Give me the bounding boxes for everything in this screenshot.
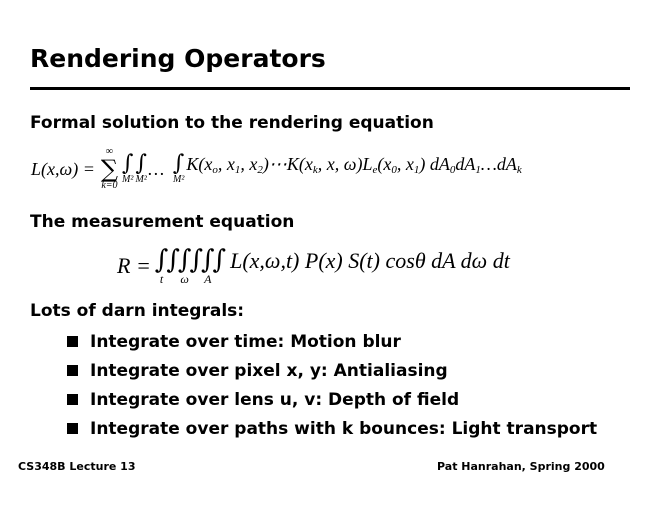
eq1-sum-upper: ∞ [105,146,113,157]
eq1-term: , x [396,153,414,174]
eq1-term: , x [240,153,258,174]
eq1-integral-3 [173,153,184,185]
bullet-square-icon [67,336,78,347]
footer-lecture: CS348B Lecture 13 [18,460,136,473]
eq1-lhs: L(x,ω) = [31,159,95,179]
bullet-text: Integrate over lens u, v: Depth of field [90,389,460,410]
eq2-integrand: L(x,ω,t) P(x) S(t) cosθ dA dω dt [230,248,510,273]
eq1-term: dA [455,153,476,174]
eq1-term: K(x [186,153,213,174]
eq1-subscript: 1 [475,163,481,176]
eq2-limit-w: ω [180,272,189,286]
eq1-term: …dA [480,153,517,174]
eq1-term: (x [377,153,392,174]
integral-icon: ∫ [172,151,185,176]
eq1-summation [101,147,118,191]
eq1-term: , x, ω)L [317,153,373,174]
section-heading-formal-solution: Formal solution to the rendering equation [30,113,434,133]
eq1-integral-2 [135,153,146,185]
eq1-term: , x [217,153,235,174]
integral-icon: ∫ [121,151,134,176]
sigma-icon: ∑ [100,155,118,183]
eq1-integral-3-lower: M² [172,174,185,185]
list-item [67,327,597,356]
eq2-lhs: R = [117,253,151,278]
measurement-equation [117,247,510,285]
slide-title: Rendering Operators [30,44,326,73]
integral-icon: ∫ [212,245,227,275]
eq1-subscript: 1 [234,163,241,176]
eq1-sum-lower: k=0 [101,180,118,191]
list-item [67,414,597,443]
eq1-subscript: 1 [413,163,420,176]
integral-icon: ∫ [154,245,169,275]
bullet-square-icon [67,423,78,434]
eq1-subscript: 0 [449,163,456,176]
eq1-term: ) dA [419,153,450,174]
footer-author: Pat Hanrahan, Spring 2000 [437,460,605,473]
bullet-square-icon [67,394,78,405]
rendering-equation-solution [31,147,522,191]
eq1-subscript: 2 [257,163,263,176]
eq1-integrand [186,155,521,176]
integral-icon: ∫ [177,245,192,275]
eq1-dots: … [146,159,165,179]
eq2-limit-A: A [204,272,212,286]
list-item [67,356,597,385]
integral-icon: ∫ [189,245,203,275]
bullet-text: Integrate over time: Motion blur [90,331,401,352]
eq1-subscript: k [516,163,522,176]
section-heading-measurement: The measurement equation [30,212,295,232]
section-heading-integrals: Lots of darn integrals: [30,301,245,321]
eq2-limit-t: t [159,272,164,286]
integral-icon: ∫ [135,151,147,176]
list-item [67,385,597,414]
eq1-integral-2-lower: M² [135,174,147,185]
eq1-subscript: e [372,163,378,176]
bullet-text: Integrate over pixel x, y: Antialiasing [90,360,448,381]
eq1-integral-1 [122,153,133,185]
eq1-integral-1-lower: M² [122,174,134,185]
integral-icon: ∫ [166,245,180,275]
title-divider [30,87,630,90]
eq1-subscript: o [212,163,218,176]
eq1-subscript: k [312,163,318,176]
eq2-integral-3 [213,247,227,285]
bullet-text: Integrate over paths with k bounces: Light transport [90,418,598,439]
eq1-term: )⋯K(x [262,153,313,174]
integral-icon: ∫ [200,245,215,275]
bullet-list [67,327,597,443]
bullet-square-icon [67,365,78,376]
eq1-subscript: 0 [391,163,397,176]
